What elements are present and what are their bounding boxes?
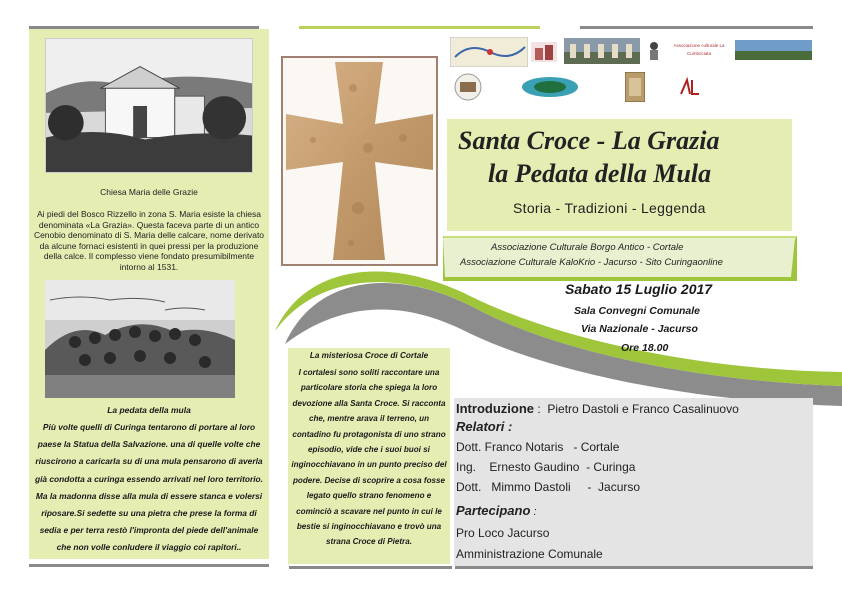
event-time: Ore 18.00 [621,342,669,354]
logo-badge-2 [520,76,580,98]
logo-cumbriciata [666,40,732,62]
top-rule-middle [299,26,540,29]
church-photo [45,38,253,173]
partecipante-1: Pro Loco Jacurso [456,526,550,540]
logo-aqueduct [564,38,640,64]
logo-stamp [625,72,645,102]
chiesa-text: Ai piedi del Bosco Rizzello in zona S. Maria esiste la chiesa denominata «La Grazia». Questa faceva parte di un antico Cenobio denominato di S. Maria delle calcare, nome derivato da alcune fornaci esistenti in quei pressi per la produzione della calce. Il complesso viene fondato presumibilmente intorno al 1531. [33,209,265,272]
association-line-2: Associazione Culturale KaloKrio - Jacurso - Sito Curingaonline [460,257,723,268]
partecipano-separator: : [530,506,537,518]
event-venue: Sala Convegni Comunale [574,305,701,317]
partecipano-label: Partecipano [456,503,531,518]
relatore-2: Ing. Ernesto Gaudino - Curinga [456,460,636,474]
pedata-text: Più volte quelli di Curinga tentarono di portare al loro paese la Statua della Salvazione. una di quelle volte che riuscirono a caricarla su di una mula pensarono di averla già condotta a curinga essendo arrivati nel loro territorio. Ma la madonna disse alla mula di essere stanca e volersi riposare.Si sedette su una pietra che prese la forma di sedia e per terra restò l'impronta del piede dell'animale che non volle conludere il viaggio coi rapitori.. [34,422,264,553]
logo-map [450,37,528,67]
pedata-title: La pedata della mula [107,405,191,415]
partecipano-line [456,503,537,518]
association-line-1: Associazione Culturale Borgo Antico - Cortale [491,242,684,253]
bottom-rule-middle [289,566,452,569]
stone-cross-image [281,56,438,266]
chiesa-caption: Chiesa Maria delle Grazie [100,187,198,197]
partecipante-2: Amministrazione Comunale [456,547,603,561]
subtitle: Storia - Tradizioni - Leggenda [513,200,706,216]
intro-separator: : [534,402,548,416]
croce-text: I cortalesi sono soliti raccontare una particolare storia che spiega la loro devozione alla Santa Croce. Si racconta che, mentre arava il terreno, un contadino fu protagonista di uno strano episodio, vide che i suoi buoi si inginocchiavano in un punto preciso del podere. Decise di scoprire a cosa fosse legato quello strano fenomeno e cominciò a scavare nel punto in cui le bestie si inginocchiavano e trovò una strana Croce di Pietra. [291,368,447,547]
pilgrims-photo [45,280,235,398]
logo-signature [678,76,702,98]
relatore-3: Dott. Mimmo Dastoli - Jacurso [456,480,641,494]
logo-town [531,42,557,62]
event-date: Sabato 15 Luglio 2017 [565,281,713,297]
intro-label: Introduzione [456,401,534,416]
relatore-1: Dott. Franco Notaris - Cortale [456,440,620,454]
croce-title: La misteriosa Croce di Cortale [309,351,429,360]
logo-panorama [735,40,812,60]
intro-line [456,401,739,416]
logo-cumbriciata-text: Associazione culturale La Cumbriciata [673,43,725,56]
logo-badge-1 [452,72,484,102]
title-line-2: la Pedata della Mula [488,159,712,188]
relatori-label: Relatori : [456,419,513,434]
event-address: Via Nazionale - Jacurso [581,323,698,335]
title-line-1: Santa Croce - La Grazia [458,126,720,155]
logo-figure [644,40,664,62]
bottom-rule-left [29,564,269,567]
top-rule-right [580,26,813,29]
bottom-rule-right [455,566,813,569]
intro-names: Pietro Dastoli e Franco Casalinuovo [547,402,739,416]
